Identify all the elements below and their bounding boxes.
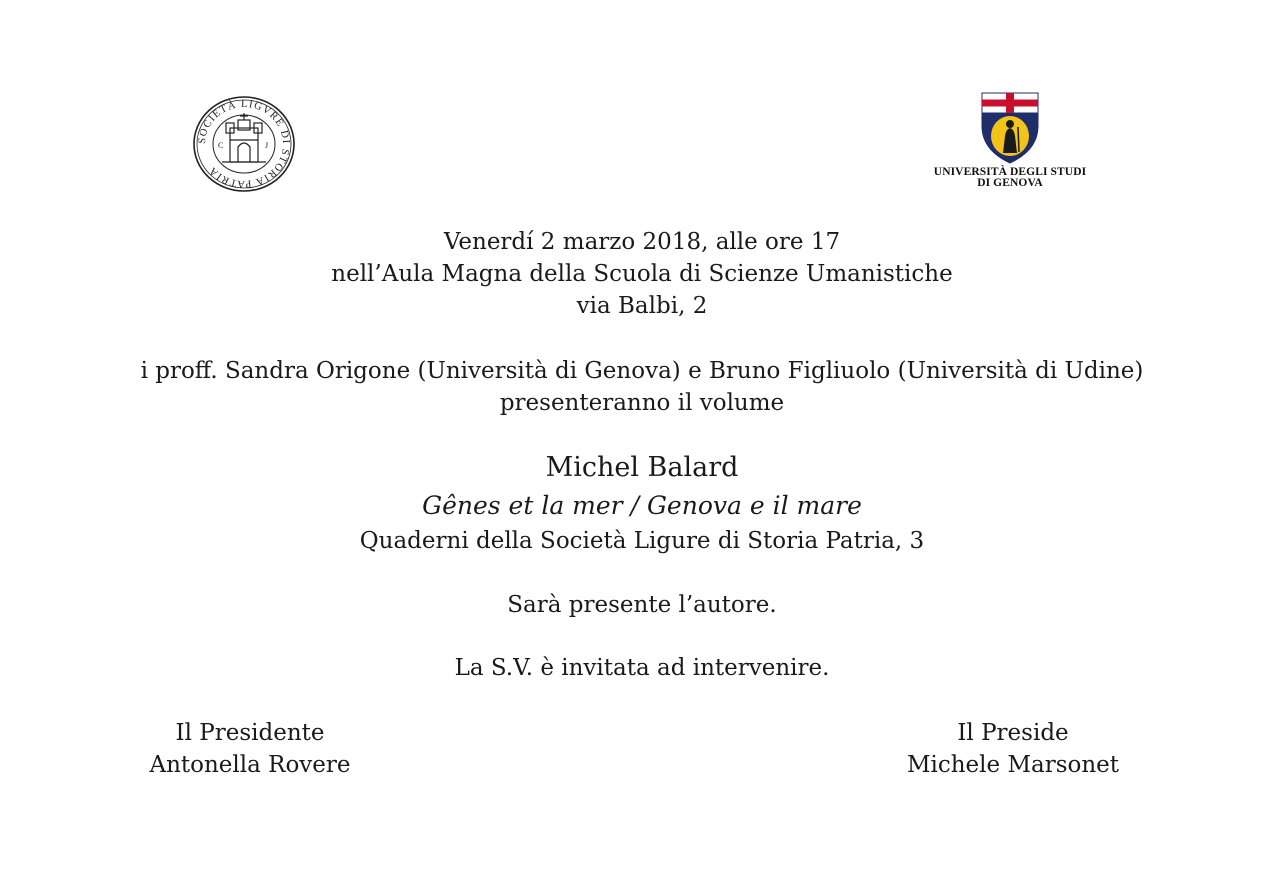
event-venue: nell’Aula Magna della Scuola di Scienze Umanistiche — [331, 261, 953, 287]
speakers — [0, 355, 1284, 419]
event-details — [0, 226, 1284, 322]
event-date: Venerdí 2 marzo 2018, alle ore 17 — [443, 229, 841, 255]
signature-president — [120, 717, 380, 781]
book-series: Quaderni della Società Ligure di Storia Patria, 3 — [359, 528, 925, 554]
university-name-line1: UNIVERSITÀ DEGLI STUDI — [933, 166, 1087, 178]
invitation-text: La S.V. è invitata ad intervenire. — [454, 655, 830, 681]
signature-name: Michele Marsonet — [906, 752, 1120, 778]
signature-name: Antonella Rovere — [149, 752, 351, 778]
universita-genova-shield-icon — [981, 92, 1039, 164]
svg-text:C: C — [218, 141, 224, 150]
book-author: Michel Balard — [545, 452, 739, 483]
presence-note: Sarà presente l’autore. — [507, 592, 777, 618]
book-title: Gênes et la mer / Genova e il mare — [422, 491, 862, 520]
presentation-line: presenteranno il volume — [499, 390, 785, 416]
svg-text:J: J — [265, 141, 269, 150]
societa-ligure-seal-icon — [192, 95, 296, 193]
speakers-line: i proff. Sandra Origone (Università di Genova) e Bruno Figliuolo (Università di Udine) — [140, 358, 1144, 384]
university-name — [920, 167, 1100, 189]
svg-text:SOCIETÀ LIGVRE DI STORIA PATRI: SOCIETÀ LIGVRE DI STORIA PATRIA — [196, 98, 292, 190]
signature-dean — [883, 717, 1143, 781]
signature-role: Il Preside — [957, 720, 1069, 746]
universita-genova-logo — [920, 90, 1100, 194]
signature-role: Il Presidente — [175, 720, 325, 746]
university-name-line2: DI GENOVA — [977, 177, 1043, 189]
event-address: via Balbi, 2 — [576, 293, 708, 319]
